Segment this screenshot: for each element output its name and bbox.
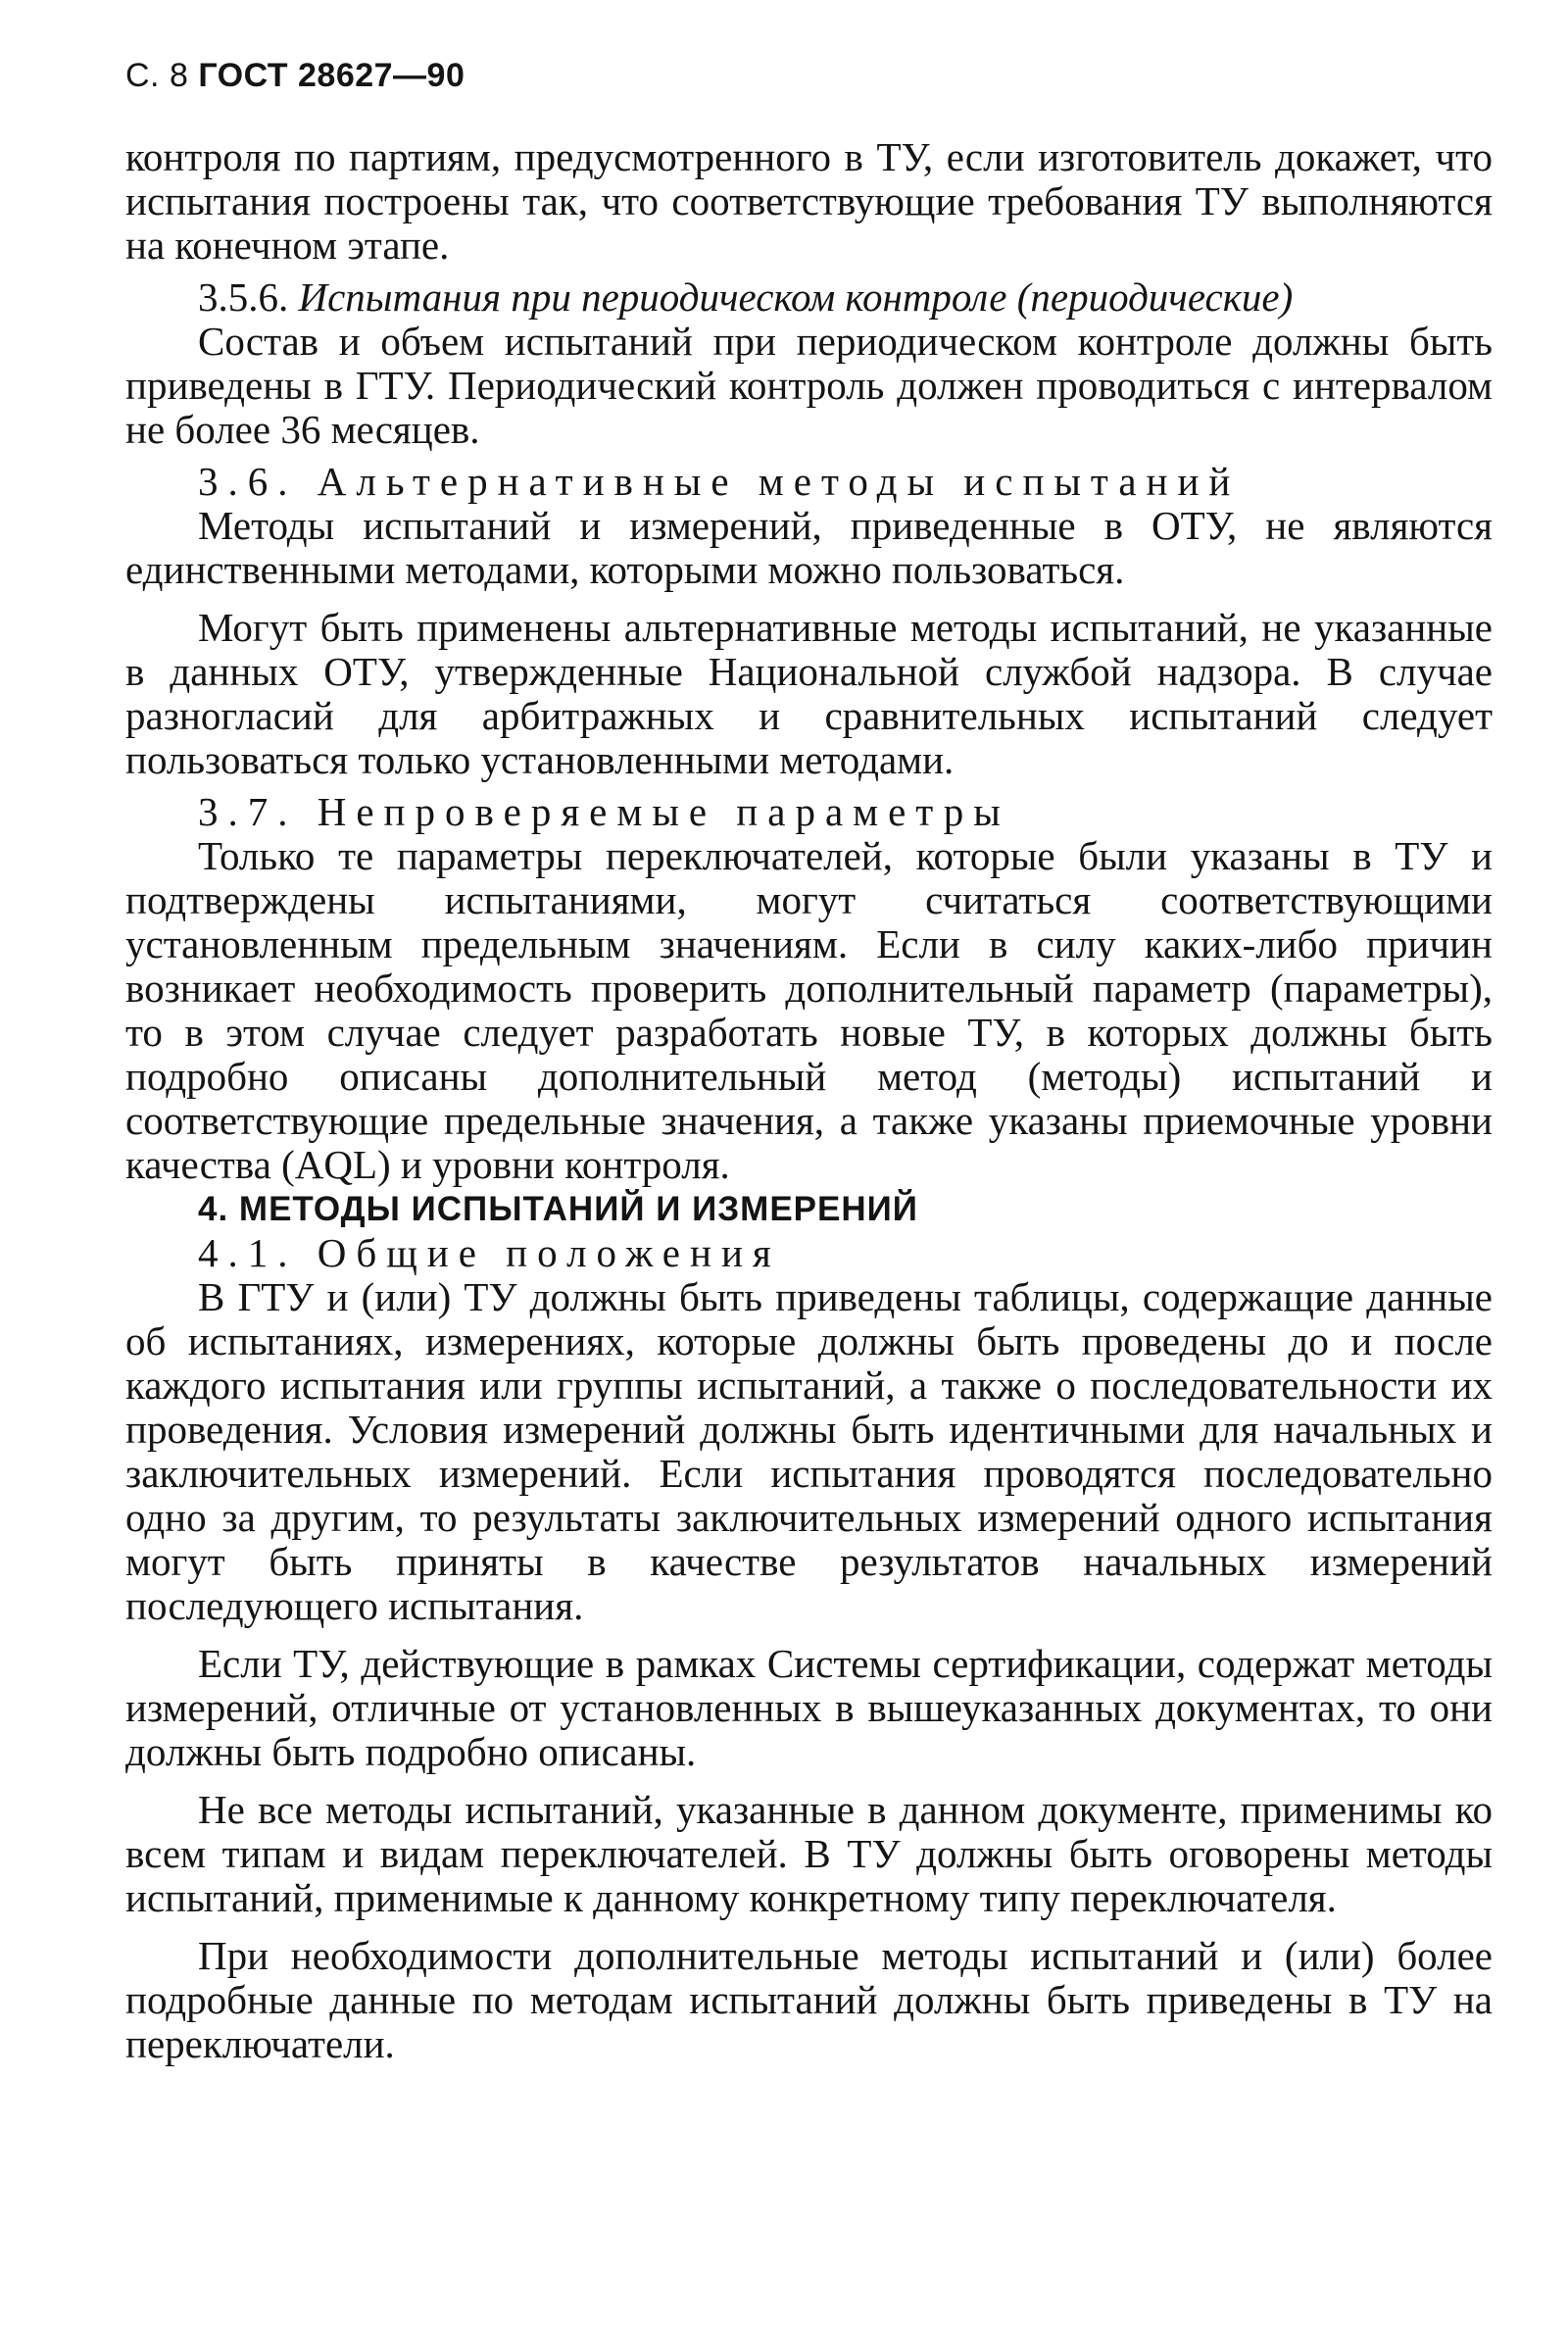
paragraph-test-methods: Методы испытаний и измерений, приведенные в ОТУ, не являются единственными методами, которыми можно пользоваться. — [125, 503, 1493, 592]
paragraph-continuation: контроля по партиям, предусмотренного в ТУ, если изготовитель докажет, что испытания построены так, что соответствующие требования ТУ выполняются на конечном этапе. — [125, 134, 1493, 268]
page-number: С. 8 — [125, 57, 189, 94]
paragraph-unverified-parameters: Только те параметры переключателей, которые были указаны в ТУ и подтверждены испытаниями, могут считаться соответствующими установленным предельным значениям. Если в силу каких-либо причин возникает необходимость проверить дополнительный параметр (параметры), то в этом случае следует разработать новые ТУ, в которых должны быть подробно описаны дополнительный метод (методы) испытаний и соответствующие предельные значения, а также указаны приемочные уровни качества (AQL) и уровни контроля. — [125, 833, 1493, 1187]
paragraph-alternative-methods: Могут быть применены альтернативные методы испытаний, не указанные в данных ОТУ, утвержденные Национальной службой надзора. В случае разногласий для арбитражных и сравнительных испытаний следует пользоваться только установленными методами. — [125, 605, 1493, 782]
section-4-title: 4. МЕТОДЫ ИСПЫТАНИЙ И ИЗМЕРЕНИЙ — [198, 1190, 918, 1228]
paragraph-applicability: Не все методы испытаний, указанные в данном документе, применимы ко всем типам и видам переключателей. В ТУ должны быть оговорены методы испытаний, применимые к данному конкретному типу переключателя. — [125, 1787, 1493, 1920]
running-header — [125, 57, 465, 95]
clause-3-7-heading: 3.7. Непроверяемые параметры — [198, 789, 1010, 834]
paragraph-certification-system: Если ТУ, действующие в рамках Системы сертификации, содержат методы измерений, отличные от установленных в вышеуказанных документах, то они должны быть подробно описаны. — [125, 1641, 1493, 1774]
clause-3-5-6-heading — [125, 275, 1493, 320]
clause-4-1-heading: 4.1. Общие положения — [198, 1230, 781, 1275]
clause-title: Испытания при периодическом контроле (периодические) — [298, 274, 1294, 320]
paragraph-periodic-tests: Состав и объем испытаний при периодическом контроле должны быть приведены в ГТУ. Периодический контроль должен проводиться с интервалом не более 36 месяцев. — [125, 319, 1493, 452]
clause-3-6-heading: 3.6. Альтернативные методы испытаний — [198, 459, 1241, 504]
document-body — [125, 135, 1493, 2066]
paragraph-additional-methods: При необходимости дополнительные методы испытаний и (или) более подробные данные по методам испытаний должны быть приведены в ТУ на переключатели. — [125, 1933, 1493, 2066]
standard-designation: ГОСТ 28627—90 — [198, 57, 466, 94]
clause-number: 3.5.6. — [198, 274, 289, 320]
paragraph-test-tables: В ГТУ и (или) ТУ должны быть приведены таблицы, содержащие данные об испытаниях, измерениях, которые должны быть проведены до и после каждого испытания или группы испытаний, а также о последовательности их проведения. Условия измерений должны быть идентичными для начальных и заключительных измерений. Если испытания проводятся последовательно одно за другим, то результаты заключительных измерений одного испытания могут быть приняты в качестве результатов начальных измерений последующего испытания. — [125, 1274, 1493, 1628]
